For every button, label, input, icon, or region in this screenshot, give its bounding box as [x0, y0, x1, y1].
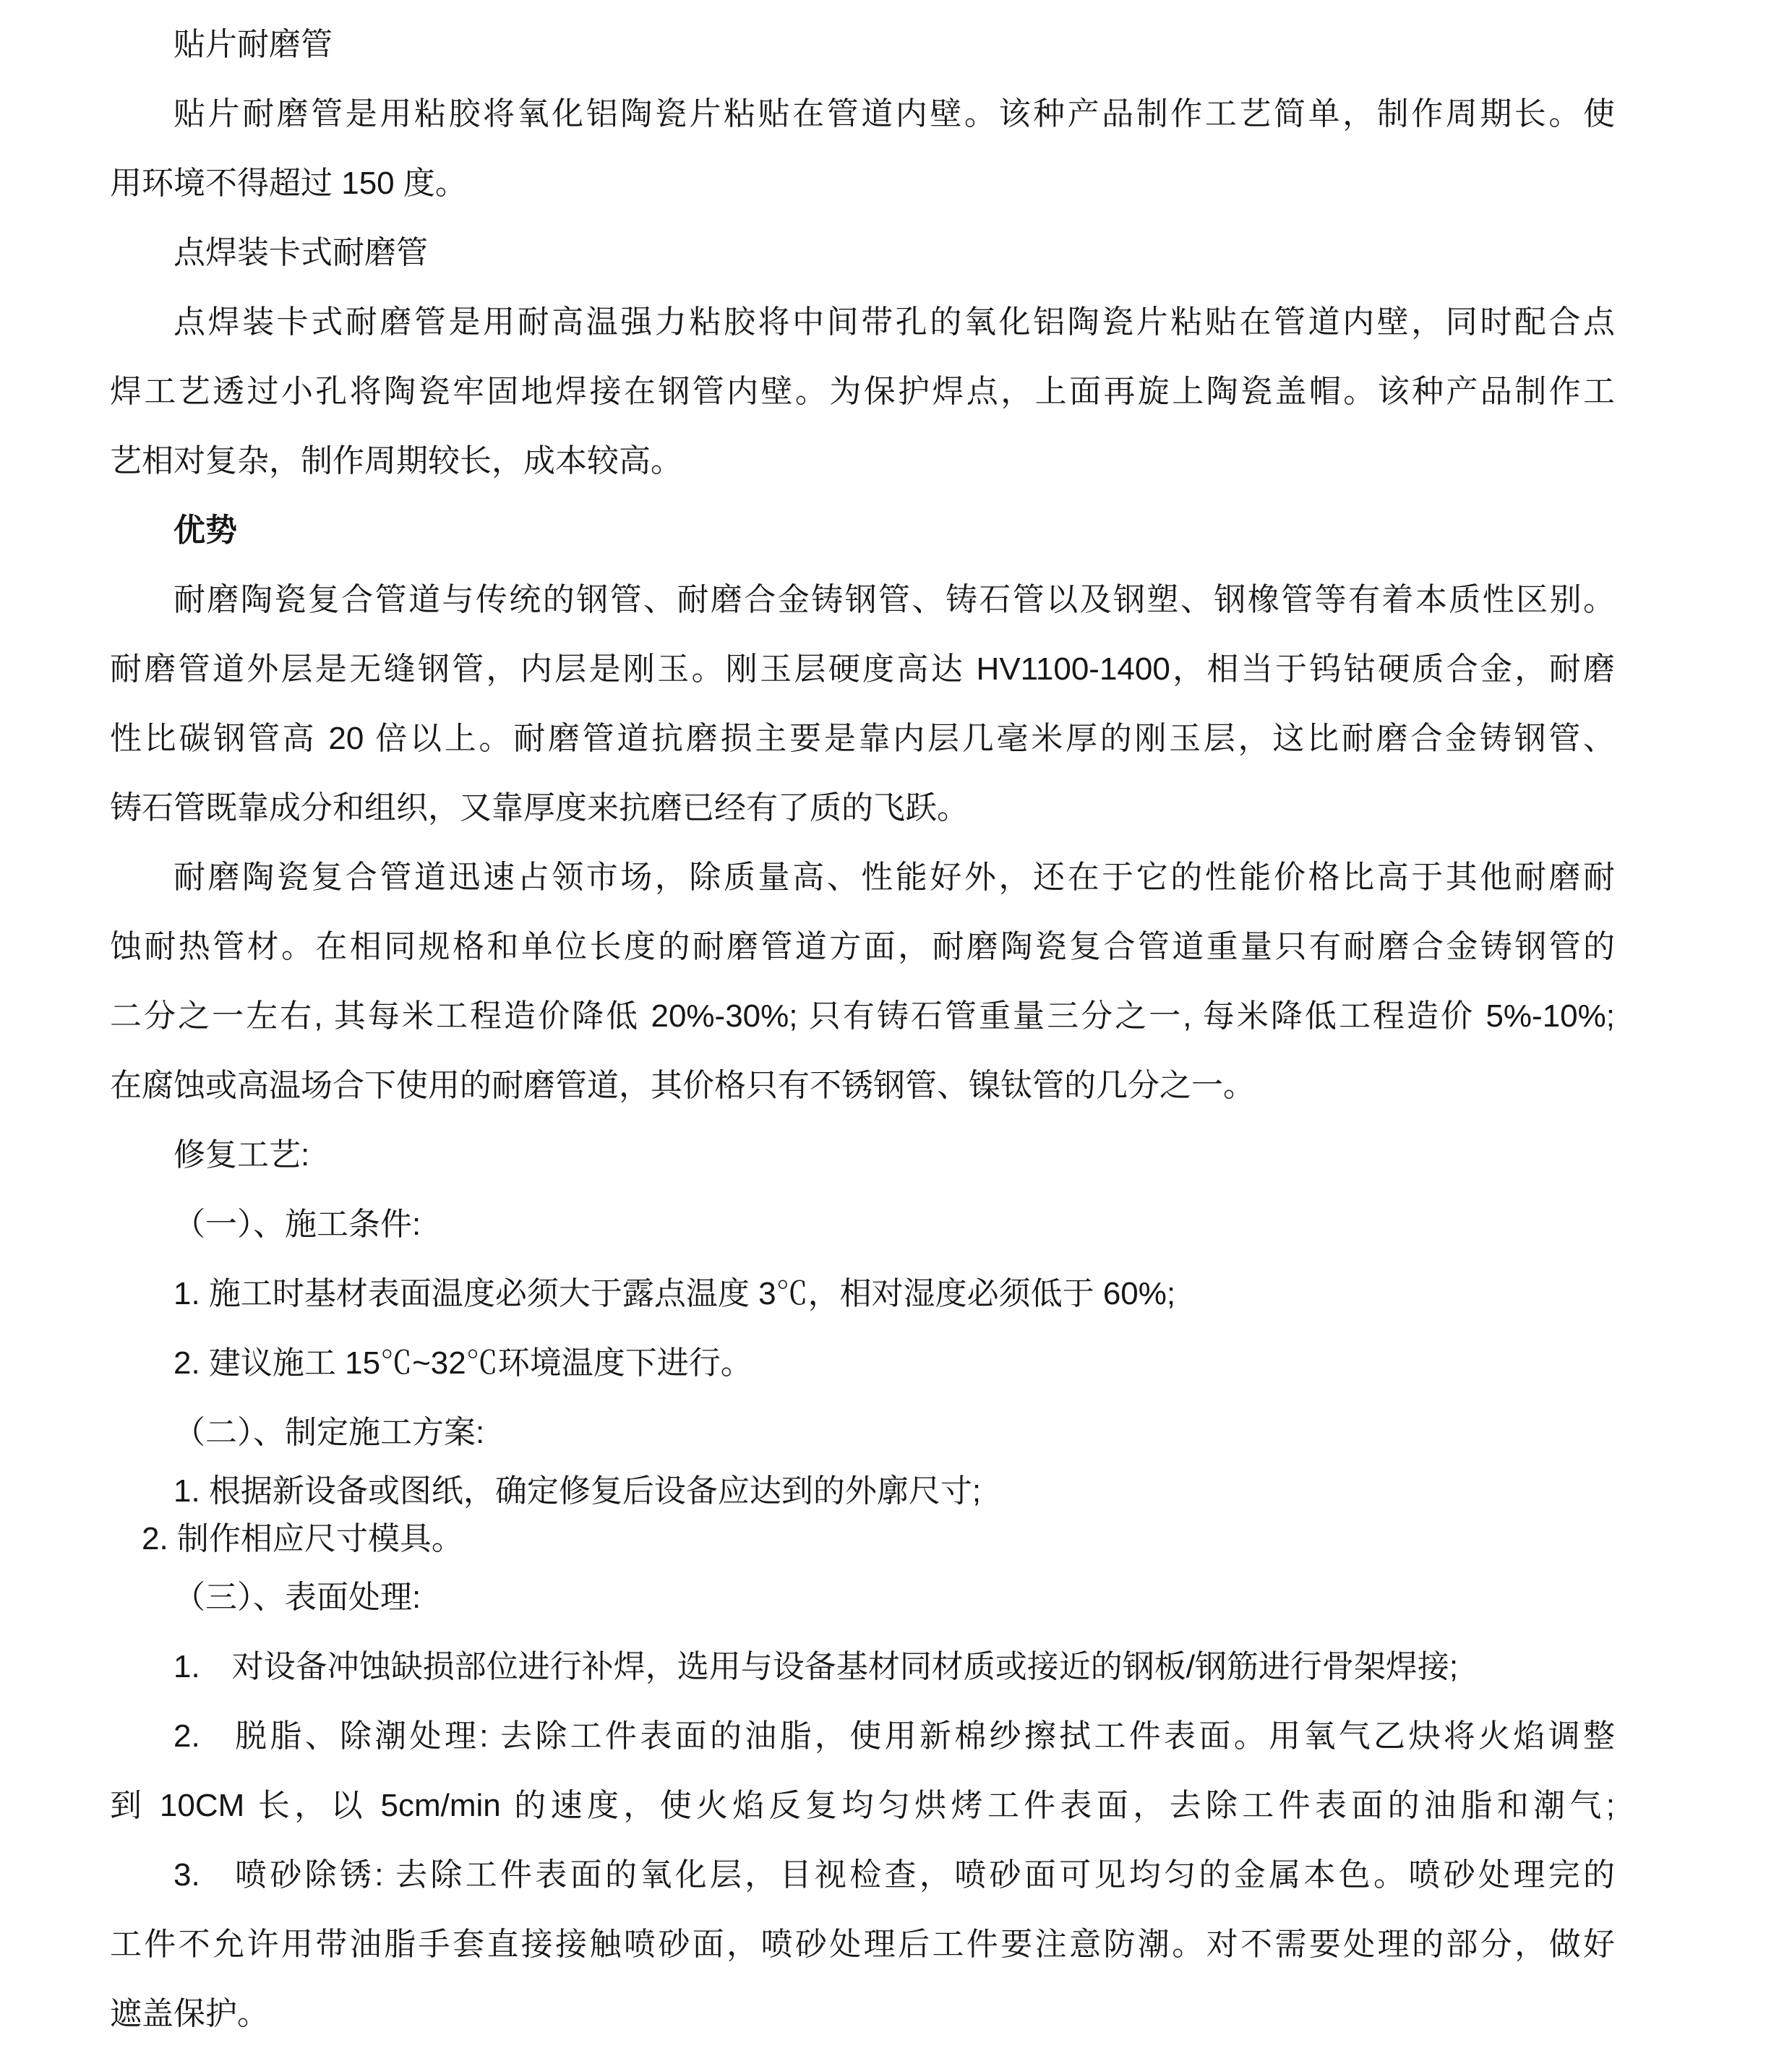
text-line: 贴片耐磨管: [173, 27, 333, 62]
text-line: 点焊装卡式耐磨管: [173, 235, 428, 270]
text-line: 优势: [173, 513, 237, 548]
text-line: 到 10CM 长，以 5cm/min 的速度，使火焰反复均匀烘烤工件表面，去除工件表面的油脂和潮气;: [110, 1788, 1615, 1823]
text-line: （一）、施工条件:: [173, 1207, 421, 1242]
text-line: 2. 制作相应尺寸模具。: [142, 1521, 463, 1556]
text-line: 2. 脱脂、除潮处理: 去除工件表面的油脂，使用新棉纱擦拭工件表面。用氧气乙炔将火焰调整: [173, 1718, 1615, 1754]
text-line: （三）、表面处理:: [173, 1580, 421, 1615]
text-line: 工件不允许用带油脂手套直接接触喷砂面，喷砂处理后工件要注意防潮。对不需要处理的部分，做好: [110, 1927, 1615, 1962]
text-line: 1. 根据新设备或图纸，确定修复后设备应达到的外廓尺寸;: [173, 1473, 982, 1509]
text-line: 铸石管既靠成分和组织，又靠厚度来抗磨已经有了质的飞跃。: [110, 790, 969, 826]
text-line: 点焊装卡式耐磨管是用耐高温强力粘胶将中间带孔的氧化铝陶瓷片粘贴在管道内壁，同时配合点: [173, 304, 1615, 340]
text-line: 焊工艺透过小孔将陶瓷牢固地焊接在钢管内壁。为保护焊点，上面再旋上陶瓷盖帽。该种产品制作工: [110, 374, 1615, 409]
text-line: 耐磨陶瓷复合管道与传统的钢管、耐磨合金铸钢管、铸石管以及钢塑、钢橡管等有着本质性区别。: [173, 582, 1615, 617]
text-line: 1. 施工时基材表面温度必须大于露点温度 3℃，相对湿度必须低于 60%;: [173, 1276, 1176, 1311]
text-line: 二分之一左右, 其每米工程造价降低 20%-30%; 只有铸石管重量三分之一, 每米降低工程造价 5%-10%;: [110, 998, 1615, 1034]
text-line: 2. 建议施工 15℃~32℃环境温度下进行。: [173, 1345, 753, 1381]
text-line: 艺相对复杂，制作周期较长，成本较高。: [110, 443, 682, 479]
text-line: 3. 喷砂除锈: 去除工件表面的氧化层，目视检查，喷砂面可见均匀的金属本色。喷砂处理完的: [173, 1857, 1615, 1893]
text-line: 贴片耐磨管是用粘胶将氧化铝陶瓷片粘贴在管道内壁。该种产品制作工艺简单，制作周期长。使: [173, 96, 1615, 132]
text-line: 遮盖保护。: [110, 1996, 269, 2031]
text-line: 蚀耐热管材。在相同规格和单位长度的耐磨管道方面，耐磨陶瓷复合管道重量只有耐磨合金铸钢管的: [110, 929, 1615, 964]
text-line: （二）、制定施工方案:: [173, 1415, 485, 1450]
text-line: 耐磨陶瓷复合管道迅速占领市场，除质量高、性能好外，还在于它的性能价格比高于其他耐磨耐: [173, 860, 1615, 895]
text-line: 用环境不得超过 150 度。: [110, 166, 467, 201]
text-line: 性比碳钢管高 20 倍以上。耐磨管道抗磨损主要是靠内层几毫米厚的刚玉层，这比耐磨合金铸钢管、: [110, 721, 1615, 756]
text-line: 修复工艺:: [173, 1137, 310, 1173]
text-line: 耐磨管道外层是无缝钢管，内层是刚玉。刚玉层硬度高达 HV1100-1400，相当于钨钴硬质合金，耐磨: [110, 651, 1615, 687]
text-line: 在腐蚀或高温场合下使用的耐磨管道，其价格只有不锈钢管、镍钛管的几分之一。: [110, 1068, 1255, 1103]
text-line: 1. 对设备冲蚀缺损部位进行补焊，选用与设备基材同材质或接近的钢板/钢筋进行骨架焊接;: [173, 1649, 1459, 1684]
